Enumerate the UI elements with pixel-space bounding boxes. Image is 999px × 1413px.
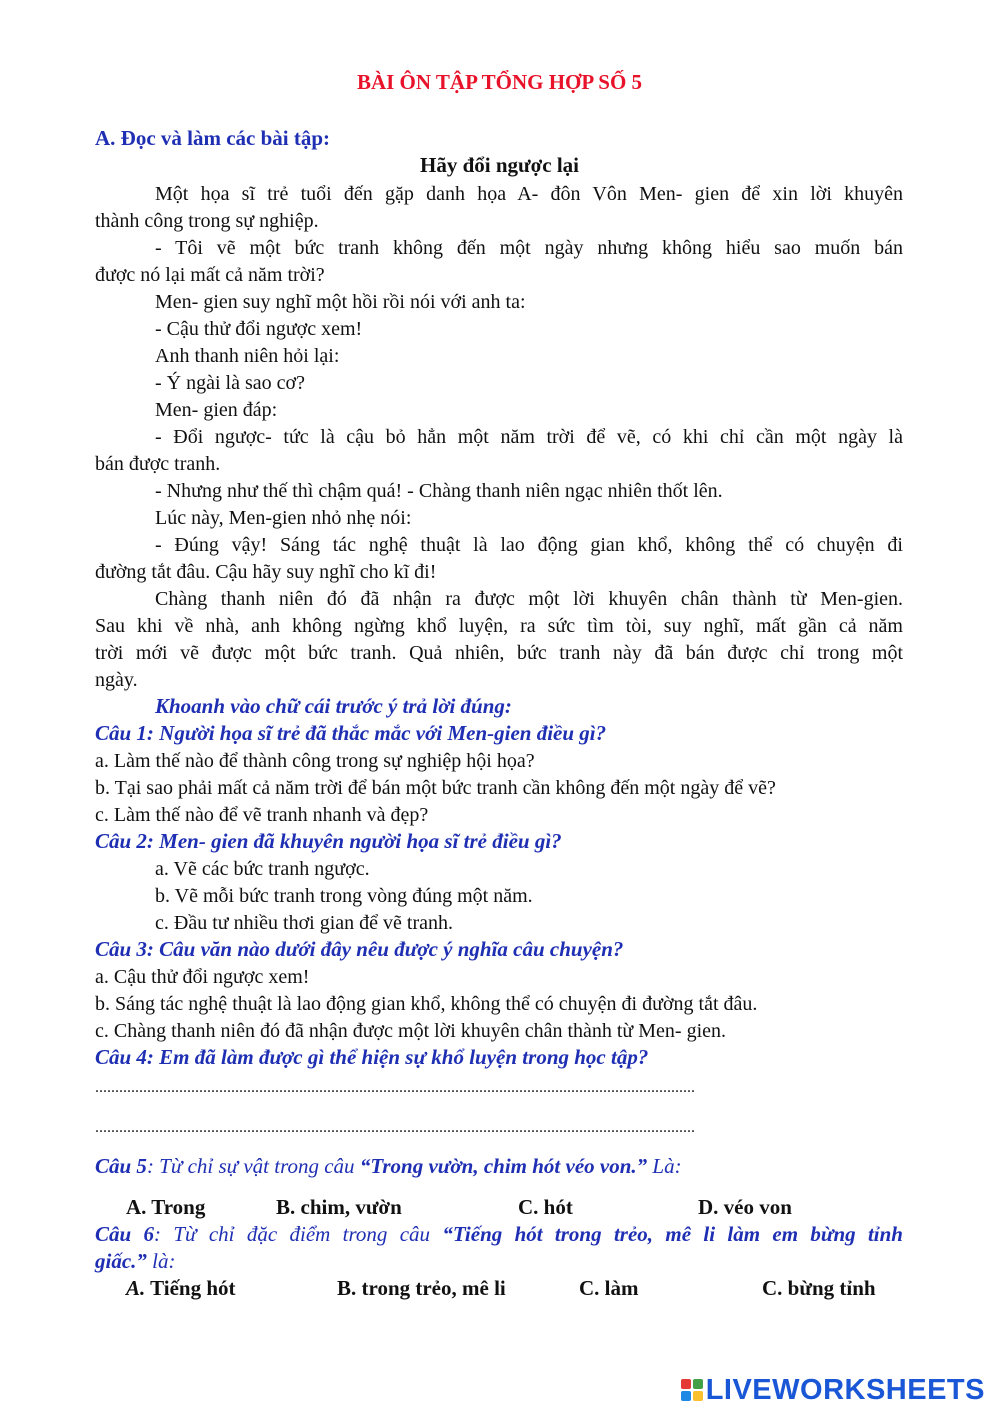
question-5-option-c[interactable]: C. hót: [518, 1195, 573, 1219]
liveworksheets-logo-icon: [681, 1379, 703, 1401]
liveworksheets-logo-text: LIVEWORKSHEETS: [705, 1374, 985, 1406]
story-line: - Cậu thử đổi ngược xem!: [155, 318, 363, 340]
story-line: bán được tranh.: [95, 453, 221, 475]
question-6-tail: là:: [146, 1249, 176, 1273]
story-line: Men- gien đáp:: [155, 399, 278, 421]
question-2-option-a[interactable]: a. Vẽ các bức tranh ngược.: [155, 858, 370, 880]
story-line: Lúc này, Men-gien nhỏ nhẹ nói:: [155, 507, 412, 529]
question-6-quote: “Tiếng hót trong trẻo, mê li làm em bừng tỉnh: [442, 1222, 903, 1246]
story-line: được nó lại mất cả năm trời?: [95, 264, 325, 286]
story-line: Sau khi về nhà, anh không ngừng khổ luyện, ra sức tìm tòi, suy nghĩ, mất gần cả năm: [95, 615, 903, 637]
story-title: Hãy đổi ngược lại: [420, 153, 579, 177]
question-6-option-a-text: Tiếng hót: [145, 1276, 236, 1300]
instruction: Khoanh vào chữ cái trước ý trả lời đúng:: [155, 694, 512, 718]
question-6-prompt: : Từ chỉ đặc điểm trong câu: [154, 1222, 443, 1246]
answer-dotted-line[interactable]: ......................................................................................................................................................: [95, 1079, 695, 1096]
question-5-option-b[interactable]: B. chim, vườn: [276, 1195, 402, 1219]
story-line: Men- gien suy nghĩ một hồi rồi nói với anh ta:: [155, 291, 526, 313]
story-line: Một họa sĩ trẻ tuổi đến gặp danh họa A- đôn Vôn Men- gien để xin lời khuyên: [155, 183, 903, 205]
question-2-label: Câu 2: Men- gien đã khuyên người họa sĩ trẻ điều gì?: [95, 829, 562, 853]
question-4-label: Câu 4: Em đã làm được gì thể hiện sự khổ luyện trong học tập?: [95, 1045, 649, 1069]
question-6-option-b[interactable]: B. trong trẻo, mê li: [337, 1276, 506, 1300]
story-line: - Đúng vậy! Sáng tác nghệ thuật là lao động gian khổ, không thể có chuyện đi: [155, 534, 903, 556]
question-5-prompt: : Từ chỉ sự vật trong câu: [146, 1154, 360, 1178]
page-title: BÀI ÔN TẬP TỔNG HỢP SỐ 5: [356, 70, 643, 94]
question-5-tail: Là:: [647, 1154, 682, 1178]
question-3-option-b[interactable]: b. Sáng tác nghệ thuật là lao động gian khổ, không thể có chuyện đi đường tắt đâu.: [95, 993, 758, 1015]
question-6-line-1: [95, 1221, 903, 1248]
question-3-option-c[interactable]: c. Chàng thanh niên đó đã nhận được một lời khuyên chân thành từ Men- gien.: [95, 1020, 727, 1042]
story-line: Anh thanh niên hỏi lại:: [155, 345, 340, 367]
story-line: - Tôi vẽ một bức tranh không đến một ngày nhưng không hiểu sao muốn bán: [155, 237, 903, 259]
question-5-label: Câu 5: [95, 1154, 147, 1178]
question-1-label: Câu 1: Người họa sĩ trẻ đã thắc mắc với Men-gien điều gì?: [95, 721, 607, 745]
question-6-line-2: [95, 1248, 175, 1275]
question-6-option-d[interactable]: C. bừng tỉnh: [762, 1276, 876, 1300]
question-6-label: Câu 6: [95, 1222, 155, 1246]
question-6-option-a[interactable]: [126, 1275, 236, 1302]
question-5-option-d[interactable]: D. véo von: [698, 1195, 792, 1219]
answer-dotted-line[interactable]: ......................................................................................................................................................: [95, 1119, 695, 1136]
story-line: - Nhưng như thế thì chậm quá! - Chàng thanh niên ngạc nhiên thốt lên.: [155, 480, 723, 502]
question-3-label: Câu 3: Câu văn nào dưới đây nêu được ý nghĩa câu chuyện?: [95, 937, 624, 961]
question-2-option-b[interactable]: b. Vẽ mỗi bức tranh trong vòng đúng một năm.: [155, 885, 533, 907]
story-line: - Đổi ngược- tức là cậu bỏ hẳn một năm trời để vẽ, có khi chỉ cần một ngày là: [155, 426, 903, 448]
question-3-option-a[interactable]: a. Cậu thử đổi ngược xem!: [95, 966, 310, 988]
question-5: [95, 1153, 682, 1180]
story-line: đường tắt đâu. Cậu hãy suy nghĩ cho kĩ đi!: [95, 561, 437, 583]
story-line: ngày.: [95, 669, 138, 691]
story-line: Chàng thanh niên đó đã nhận ra được một lời khuyên chân thành từ Men-gien.: [155, 588, 903, 610]
question-6-quote-end: giấc.”: [95, 1249, 147, 1273]
question-1-option-c[interactable]: c. Làm thế nào để vẽ tranh nhanh và đẹp?: [95, 804, 429, 826]
story-line: thành công trong sự nghiệp.: [95, 210, 319, 232]
liveworksheets-logo[interactable]: [681, 1374, 985, 1407]
question-6-option-a-letter: A.: [126, 1276, 146, 1300]
question-6-option-c[interactable]: C. làm: [579, 1276, 639, 1300]
section-a-heading: A. Đọc và làm các bài tập:: [95, 126, 331, 150]
question-5-option-a[interactable]: A. Trong: [126, 1195, 206, 1219]
story-line: - Ý ngài là sao cơ?: [155, 372, 305, 394]
question-5-quote: “Trong vườn, chim hót véo von.”: [359, 1154, 648, 1178]
question-1-option-b[interactable]: b. Tại sao phải mất cả năm trời để bán một bức tranh cần không đến một ngày để vẽ?: [95, 777, 776, 799]
question-1-option-a[interactable]: a. Làm thế nào để thành công trong sự nghiệp hội họa?: [95, 750, 535, 772]
question-2-option-c[interactable]: c. Đầu tư nhiều thơi gian để vẽ tranh.: [155, 912, 453, 934]
story-line: trời mới vẽ được một bức tranh. Quả nhiên, bức tranh này đã bán được chỉ trong một: [95, 642, 903, 664]
